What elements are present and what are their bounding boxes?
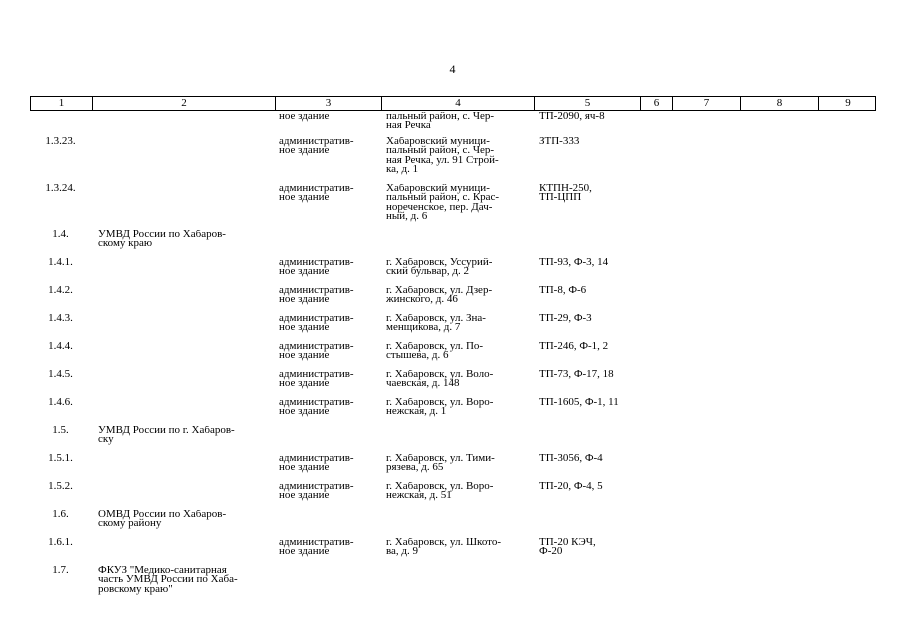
row-substation (533, 426, 639, 454)
row-address: г. Хабаровск, ул. Дзер- жинского, д. 46 (386, 286, 493, 306)
table-body (30, 112, 876, 600)
table-row (30, 538, 876, 566)
row-object-type: административ- ное здание (279, 538, 354, 558)
row-address: г. Хабаровск, Уссурий- ский бульвар, д. 2 (386, 258, 493, 278)
row-substation: ТП-1605, Ф-1, 11 (539, 398, 619, 408)
row-organization (91, 342, 274, 370)
page-number: 4 (449, 62, 456, 76)
table-row (30, 510, 876, 538)
row-substation (533, 510, 639, 538)
table-row (30, 314, 876, 342)
row-substation: ТП-2090, яч-8 (539, 112, 605, 122)
row-address (380, 510, 533, 538)
row-object-type: административ- ное здание (279, 482, 354, 502)
row-address: г. Хабаровск, ул. Воро- нежская, д. 51 (386, 482, 494, 502)
table-row (30, 342, 876, 370)
row-object-type: административ- ное здание (279, 184, 354, 204)
row-address: г. Хабаровск, ул. Шкото- ва, д. 9 (386, 538, 502, 558)
row-object-type (274, 510, 380, 538)
row-organization: УМВД России по Хабаров- скому краю (98, 230, 226, 250)
row-substation: ТП-73, Ф-17, 18 (539, 370, 614, 380)
table-row (30, 566, 876, 600)
row-number (30, 112, 91, 137)
row-object-type: административ- ное здание (279, 342, 354, 362)
row-address (380, 566, 533, 600)
row-address: г. Хабаровск, ул. По- стышева, д. 6 (386, 342, 484, 362)
header-col-1: 1 (58, 97, 65, 109)
header-col-9: 9 (818, 97, 877, 110)
row-address: Хабаровский муници- пальный район, с. Чер- ная Речка, ул. 91 Строй- ка, д. 1 (386, 137, 499, 176)
row-object-type: административ- ное здание (279, 137, 354, 157)
row-organization (91, 314, 274, 342)
row-substation: ТП-8, Ф-6 (539, 286, 587, 296)
row-address (380, 426, 533, 454)
row-address (380, 230, 533, 258)
header-col-8: 8 (740, 97, 818, 110)
row-address: пальный район, с. Чер- ная Речка (386, 112, 495, 132)
header-col-3: 3 (275, 97, 381, 110)
row-substation: ТП-93, Ф-3, 14 (539, 258, 609, 268)
row-organization (91, 112, 274, 137)
row-number: 1.4.1. (48, 258, 73, 268)
row-address: г. Хабаровск, ул. Зна- менщикова, д. 7 (386, 314, 486, 334)
row-number: 1.4.2. (48, 286, 73, 296)
row-object-type: ное здание (279, 112, 330, 122)
row-number: 1.4.3. (48, 314, 73, 324)
table-row (30, 112, 876, 137)
row-number: 1.4.5. (48, 370, 73, 380)
row-number: 1.5.1. (48, 454, 73, 464)
row-object-type: административ- ное здание (279, 454, 354, 474)
row-object-type (274, 426, 380, 454)
row-number: 1.3.23. (45, 137, 76, 147)
row-organization (91, 137, 274, 184)
header-col-5: 5 (534, 97, 640, 110)
row-substation: ТП-20 КЭЧ, Ф-20 (539, 538, 596, 558)
table-row (30, 454, 876, 482)
table-row (30, 370, 876, 398)
row-organization: ОМВД России по Хабаров- скому району (98, 510, 227, 530)
row-organization (91, 370, 274, 398)
row-substation: ТП-20, Ф-4, 5 (539, 482, 603, 492)
table-row (30, 137, 876, 184)
row-object-type: административ- ное здание (279, 286, 354, 306)
row-number: 1.3.24. (45, 184, 76, 194)
header-col-7: 7 (672, 97, 740, 110)
row-object-type: административ- ное здание (279, 314, 354, 334)
row-substation: ТП-3056, Ф-4 (539, 454, 603, 464)
table-row (30, 258, 876, 286)
row-organization (91, 258, 274, 286)
row-substation: ТП-246, Ф-1, 2 (539, 342, 609, 352)
row-object-type: административ- ное здание (279, 370, 354, 390)
table-row (30, 230, 876, 258)
table-row (30, 482, 876, 510)
row-number: 1.5. (52, 426, 69, 436)
row-number: 1.4. (52, 230, 69, 240)
row-number: 1.5.2. (48, 482, 73, 492)
row-organization (91, 538, 274, 566)
table-row (30, 184, 876, 230)
row-number: 1.6.1. (48, 538, 73, 548)
table (30, 96, 876, 600)
row-object-type (274, 566, 380, 600)
table-row (30, 286, 876, 314)
row-address: г. Хабаровск, ул. Воро- нежская, д. 1 (386, 398, 494, 418)
table-row (30, 398, 876, 426)
row-object-type (274, 230, 380, 258)
row-object-type: административ- ное здание (279, 398, 354, 418)
row-address: г. Хабаровск, ул. Воло- чаевская, д. 148 (386, 370, 494, 390)
row-organization (91, 398, 274, 426)
row-number: 1.7. (52, 566, 69, 576)
row-substation: ТП-29, Ф-3 (539, 314, 592, 324)
header-col-4: 4 (381, 97, 534, 110)
row-organization (91, 184, 274, 230)
row-organization (91, 482, 274, 510)
row-substation (533, 230, 639, 258)
row-organization: ФКУЗ "Медико-санитарная часть УМВД России по Хаба- ровскому краю" (98, 566, 238, 595)
table-header-row (30, 96, 876, 111)
row-number: 1.6. (52, 510, 69, 520)
row-address: г. Хабаровск, ул. Тими- рязева, д. 65 (386, 454, 495, 474)
row-number: 1.4.4. (48, 342, 73, 352)
table-row (30, 426, 876, 454)
row-organization: УМВД России по г. Хабаров- ску (98, 426, 235, 446)
row-address: Хабаровский муници- пальный район, с. Крас- нореченское, пер. Дач- ный, д. 6 (386, 184, 500, 223)
row-organization (91, 286, 274, 314)
row-substation: КТПН-250, ТП-ЦПП (539, 184, 592, 204)
row-number: 1.4.6. (48, 398, 73, 408)
row-organization (91, 454, 274, 482)
row-substation (533, 566, 639, 600)
row-object-type: административ- ное здание (279, 258, 354, 278)
header-col-2: 2 (92, 97, 275, 110)
header-col-6: 6 (640, 97, 672, 110)
row-substation: ЗТП-333 (539, 137, 580, 147)
